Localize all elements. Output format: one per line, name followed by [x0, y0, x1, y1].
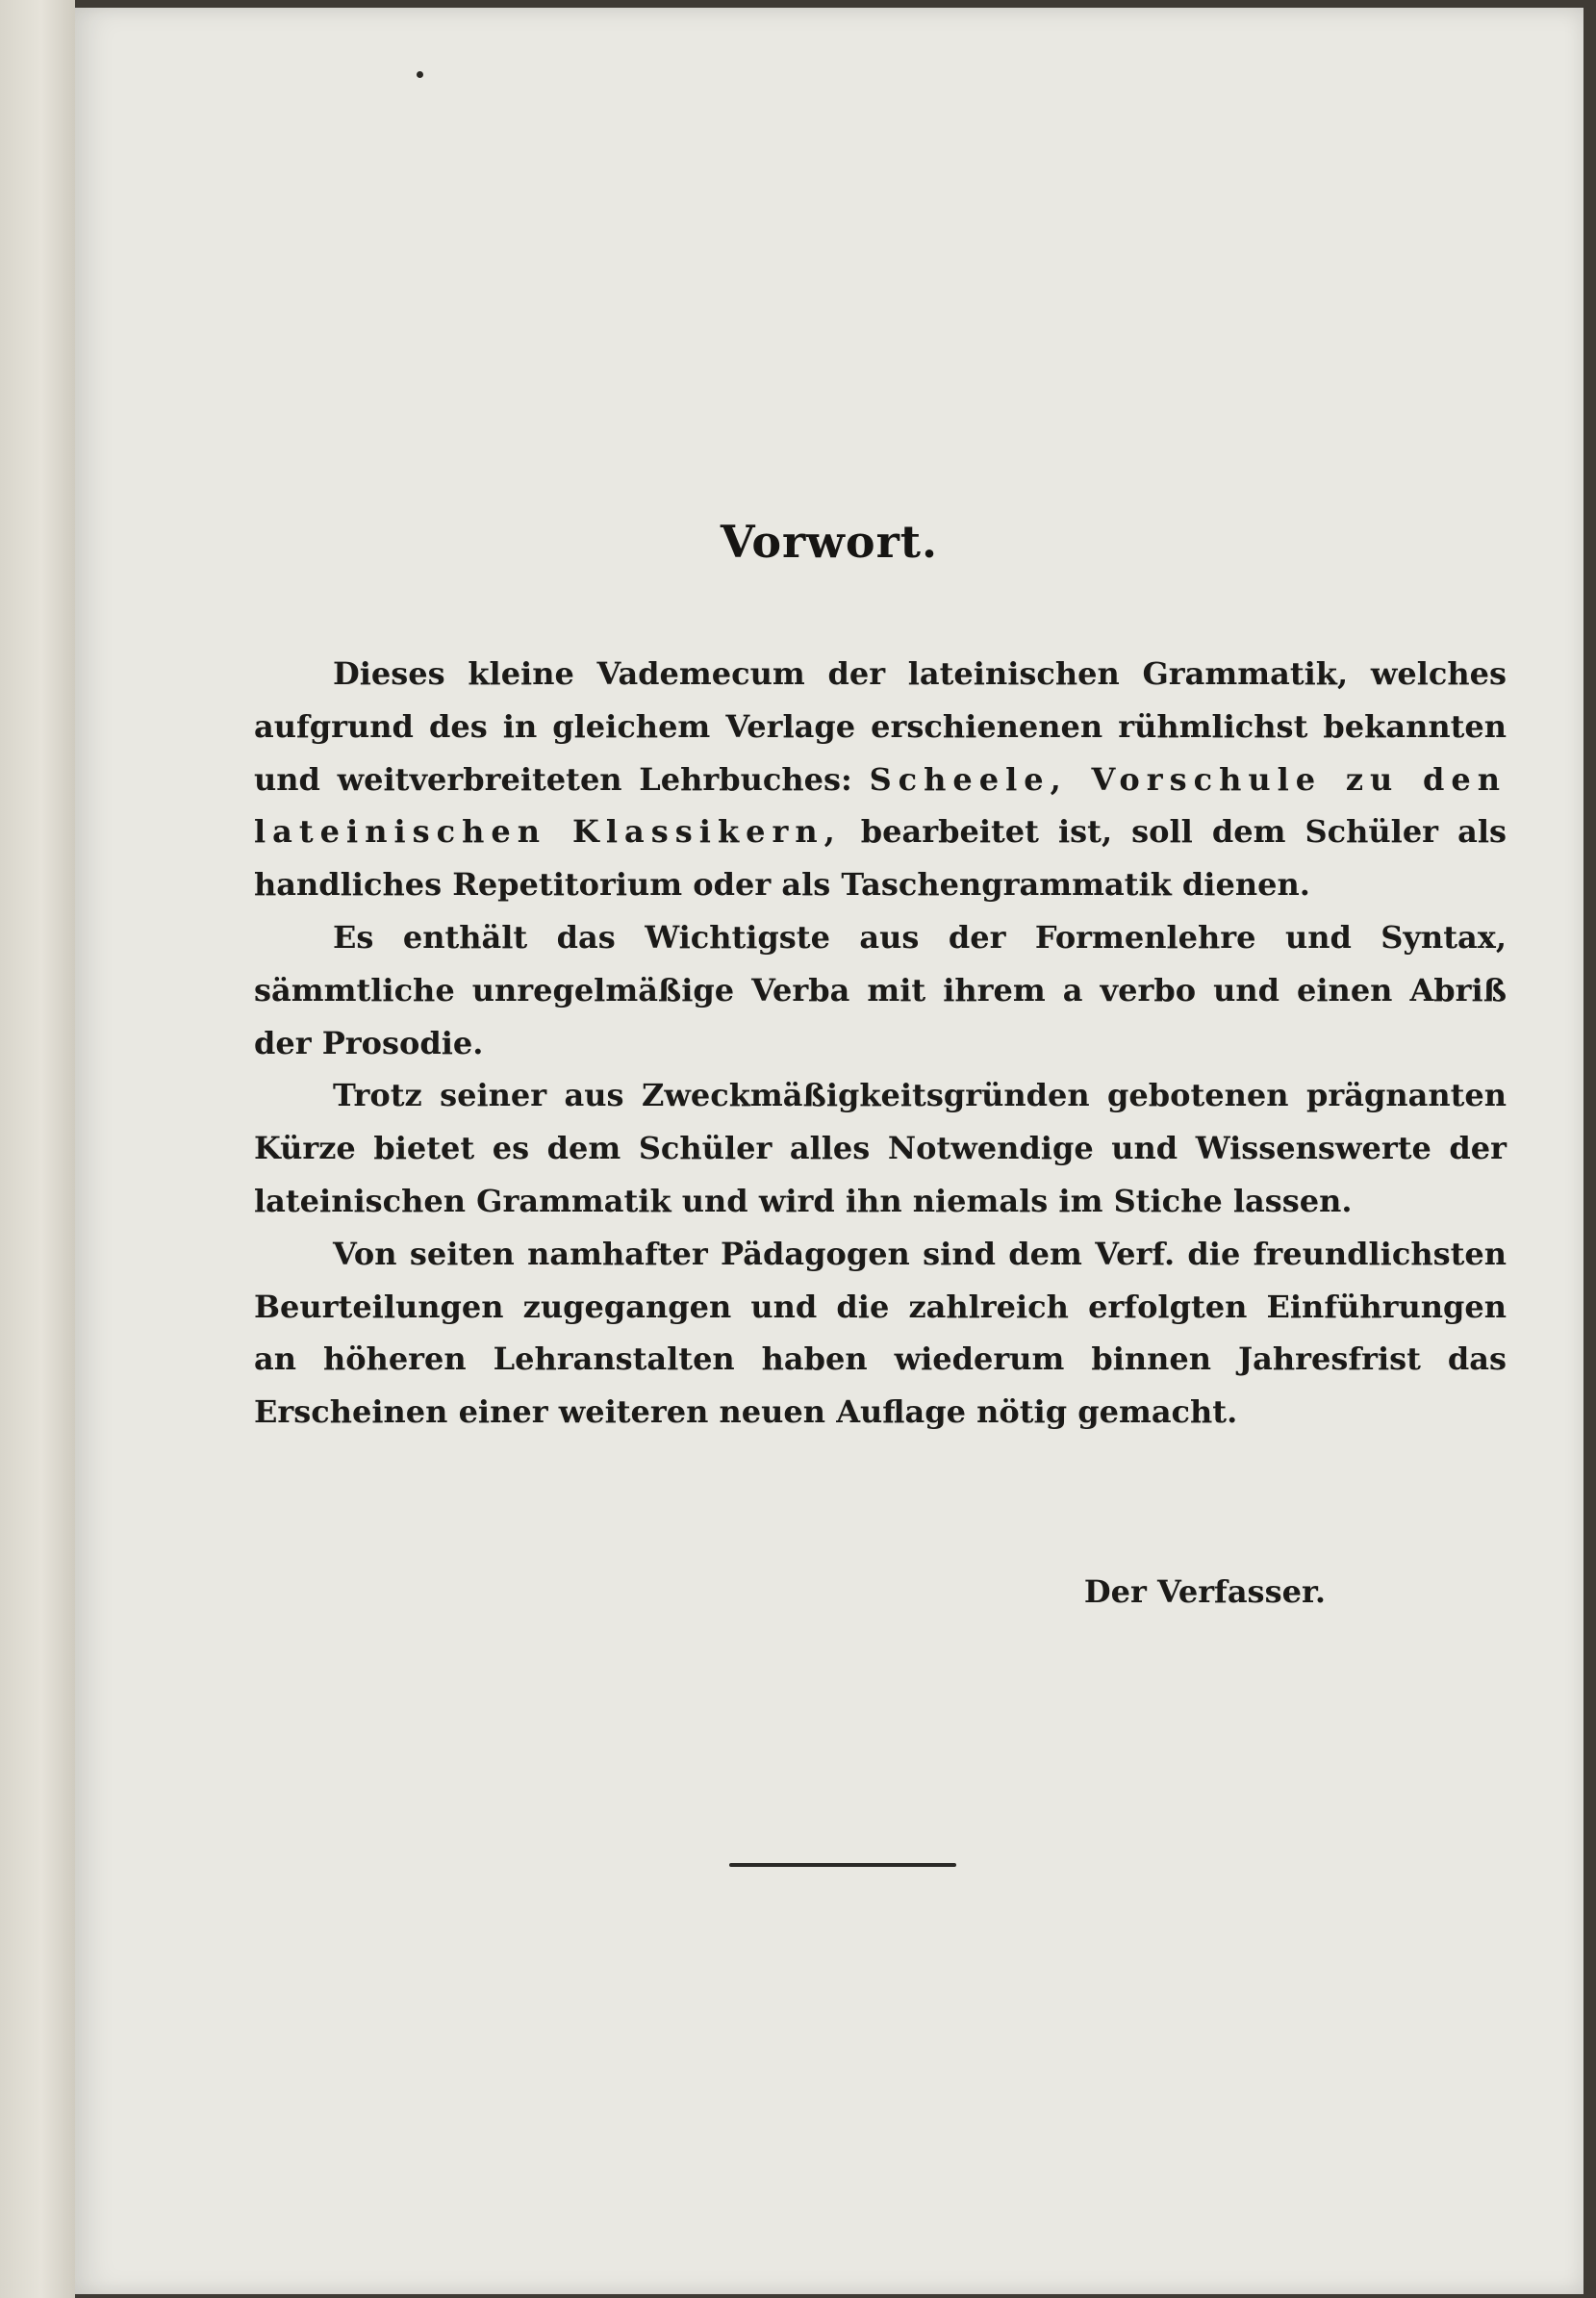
ink-speck — [417, 71, 423, 78]
paragraph-3: Trotz seiner aus Zweckmäßigkeitsgründen gebotenen prägnanten Kürze bietet es dem Schüler alles Notwendige und Wissenswerte der lateinischen Grammatik und wird ihn niemals im Stiche lassen. — [254, 1077, 1507, 1219]
book-page — [75, 8, 1583, 2294]
paragraph-1-text: Dieses kleine Vademecum der lateinischen Grammatik, welches aufgrund des in gleichem Verlage erschienenen rühmlichst bekannten und weitverbreiteten Lehrbuches: — [254, 655, 1507, 798]
book-reference: Scheele, Vorschule zu den lateinischen Klassikern, — [254, 760, 1507, 851]
paragraph-1 — [254, 648, 1507, 911]
preface-body — [254, 648, 1507, 1439]
signature: Der Verfasser. — [1083, 1573, 1326, 1610]
paragraph-1-text-end: bearbeitet ist, soll dem Schüler als handliches Repetitorium oder als Taschengrammatik dienen. — [254, 813, 1507, 904]
left-page-edge — [0, 0, 75, 2298]
paragraph-2: Es enthält das Wichtigste aus der Formenlehre und Syntax, sämmtliche unregelmäßige Verba mit ihrem a verbo und einen Abriß der Prosodie. — [254, 918, 1507, 1061]
closing-rule — [729, 1863, 956, 1867]
paragraph-4: Von seiten namhafter Pädagogen sind dem Verf. die freundlichsten Beurteilungen zugegangen und die zahlreich erfolgten Einführungen an höheren Lehranstalten haben wiederum binnen Jahresfrist das Erscheinen einer weiteren neuen Auflage nötig gemacht. — [254, 1235, 1507, 1431]
page-title: Vorwort. — [720, 516, 939, 568]
